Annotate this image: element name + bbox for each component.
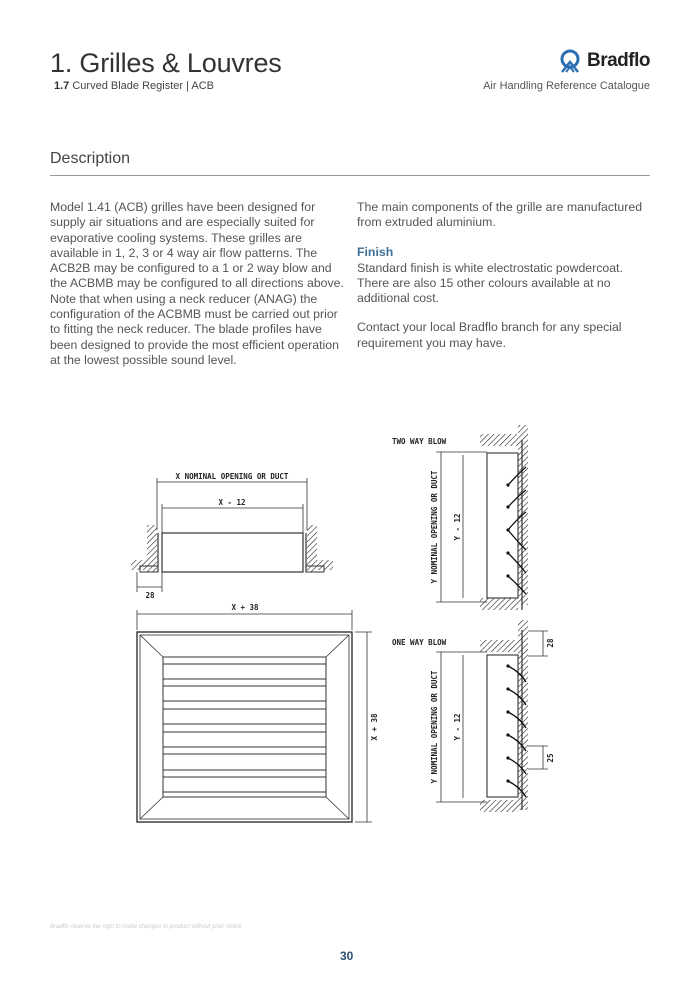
dim-28-label: 28 <box>546 638 555 648</box>
x-nominal-label: X NOMINAL OPENING OR DUCT <box>175 472 289 481</box>
two-way-blow-label: TWO WAY BLOW <box>392 437 447 446</box>
description-left-column <box>50 200 345 368</box>
description-heading: Description <box>50 150 131 167</box>
front-view <box>137 610 372 822</box>
finish-heading: Finish <box>357 244 394 259</box>
y-nominal-label-2: Y NOMINAL OPENING OR DUCT <box>430 670 439 784</box>
section-view <box>131 478 333 592</box>
catalogue-name: Air Handling Reference Catalogue <box>483 80 650 92</box>
brand-name: Bradflo <box>587 50 650 71</box>
section-name: Curved Blade Register | ACB <box>72 80 215 92</box>
section-number: 1.7 <box>54 80 70 92</box>
heading-divider <box>50 175 650 176</box>
flange-28-label: 28 <box>145 591 155 600</box>
disclaimer: Bradflo reserve the right to make changes to product without prior notice <box>50 924 242 930</box>
two-way-blow-section <box>436 425 528 610</box>
x-plus-height-label: X + 38 <box>370 713 379 741</box>
description-right-column <box>357 200 657 365</box>
y-nominal-label: Y NOMINAL OPENING OR DUCT <box>430 470 439 584</box>
page-title: 1. Grilles & Louvres <box>50 48 282 78</box>
dim-25-label: 25 <box>546 753 555 763</box>
section-subtitle <box>54 80 214 92</box>
contact-paragraph: Contact your local Bradflo branch for any special requirement you may have. <box>357 320 622 350</box>
y-minus-label-2: Y - 12 <box>453 713 462 741</box>
bradflo-logo-icon <box>559 49 581 73</box>
x-minus-label: X - 12 <box>218 498 246 507</box>
y-minus-label: Y - 12 <box>453 513 462 541</box>
one-way-blow-label: ONE WAY BLOW <box>392 638 447 647</box>
technical-drawing <box>0 400 700 840</box>
materials-paragraph: The main components of the grille are manufactured from extruded aluminium. <box>357 200 643 230</box>
x-plus-width-label: X + 38 <box>231 603 259 612</box>
finish-paragraph: Standard finish is white electrostatic powdercoat. There are also 15 other colours available at no additional cost. <box>357 260 623 306</box>
description-paragraph: Model 1.41 (ACB) grilles have been designed for supply air situations and are especially suited for evaporative cooling systems. These grilles are available in 1, 2, 3 or 4 way air flow patterns. The ACB2B may be configured to a 1 or 2 way blow and the ACBMB may be configured to all directions above. Note that when using a neck reducer (ANAG) the configuration of the ACBMB must be carried out prior to fitting the neck reducer. The blade profiles have been designed to provide the most efficient operation at the lowest possible sound level. <box>50 200 344 367</box>
brand-logo <box>559 49 650 73</box>
page-number: 30 <box>340 949 354 963</box>
